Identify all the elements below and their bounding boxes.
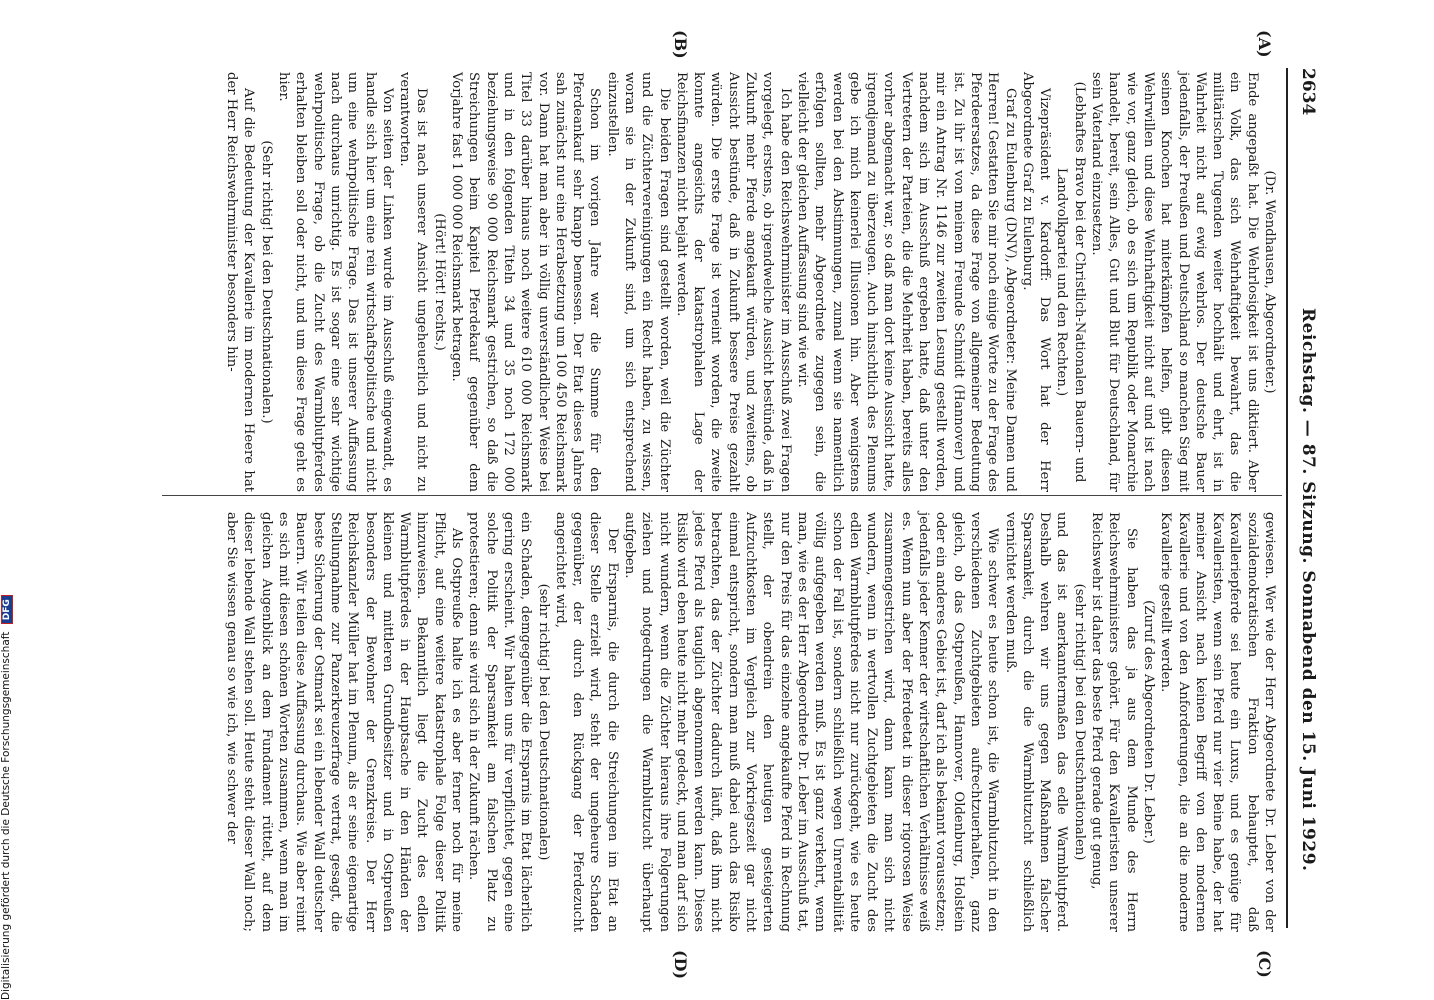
paragraph: Als Ostpreuße halte ich es aber ferner noch für meine Pflicht, auf eine weitere katastrophale Folge dieser Politik hinzuweisen. Bekanntlich liegt die Zucht des edlen Warmblutpferdes in der Hauptsache in den Händen der kleinen und mittleren Grundbesitzer und in Ostpreußen besonders der Bewohner der Grenzkreise. Der Herr Reichskanzler Müller hat im Plenum, als er seine eigenartige Stellungnahme zur Panzerkreuzerfrage vertrat, gesagt, die beste Sicherung der Ostmark sei ein lebender Wall deutscher Bauern. Wir teilen diese Auffassung durchaus. Wie aber reimt es sich mit diesen schönen Worten zusammen, wenn man im gleichen Augenblick an dem Fundament rüttelt, auf dem dieser lebende Wall stehen soll. Heute steht dieser Wall noch; aber Sie wissen genau so wie ich, wie schwer der	[224, 512, 465, 932]
page-header	[1292, 68, 1322, 958]
margin-mark-a: (A)	[1255, 30, 1274, 58]
interjection: (Hört! Hört! rechts.)	[431, 213, 447, 351]
left-column	[223, 72, 1278, 492]
paragraph: Sie haben das ja aus dem Munde des Herrn Reichswehrministers gehört. Für den Kavalleristen unserer Reichswehr ist daher das beste Pferd gerade gut genug,	[1089, 512, 1139, 932]
paragraph: Auf die Bedeutung der Kavallerie im modernen Heere hat der Herr Reichswehrminister besonders hin-	[224, 72, 257, 492]
speaker-note: (Dr. Wendhausen, Abgeordneter.)	[1262, 170, 1277, 394]
margin-mark-d: (D)	[671, 950, 690, 980]
paragraph: und das ist anerkanntermaßen das edle Warmblutpferd. Deshalb wehren wir uns gegen Maßnahmen falscher Sparsamkeit, durch die die Warmblutzucht schließlich vernichtet werden muß.	[1002, 512, 1070, 932]
dfg-logo: DFG	[1, 595, 13, 624]
column-divider	[162, 495, 1282, 496]
margin-mark-c: (C)	[1255, 950, 1274, 978]
paragraph: ein Schaden, demgegenüber die Ersparnis im Etat lächerlich gering erscheint. Wir halten uns für verpflichtet, gegen eine solche Politik der Sparsamkeit am falschen Platz zu protestieren; denn sie wird sich in der Zukunft rächen.	[466, 512, 534, 932]
paragraph: Wie schwer es heute schon ist, die Warmblutzucht in den verschiedenen Zuchtgebieten aufrechtzuerhalten, ganz gleich, ob das Ostpreußen, Hannover, Oldenburg, Holstein oder ein anderes Gebiet ist, darf ich als bekannt voraussetzen; jedenfalls jeder Kenner der wirtschaftlichen Verhältnisse weiß es. Wenn nun aber der Pferdeetat in dieser rigorosen Weise zusammengestrichen wird, dann kann man sich nicht wundern, wenn in wertvollen Zuchtgebieten die Zucht des edlen Warmblutpferdes nicht nur zurückgeht, wie es heute schon der Fall ist, sondern schließlich wegen Unrentabilität völlig aufgegeben werden muß. Es ist ganz verkehrt, wenn man, wie es der Herr Abgeordnete Dr. Leber im Ausschuß tat, nur den Preis für das einzelne angekaufte Pferd in Rechnung stellt, der obendrein den heutigen gesteigerten Aufzuchtkosten im Vergleich zur Vorkriegszeit gar nicht einmal entspricht, sondern man muß dabei auch das Risiko betrachten, das der Züchter dadurch läuft, daß ihm nicht jedes Pferd als tauglich abgenommen werden kann. Dieses Risiko wird eben heute nicht mehr gedeckt, und man darf sich nicht wundern, wenn die Züchter hieraus ihre Folgerungen ziehen und notgedrungen die Warmblutzucht überhaupt aufgeben.	[622, 512, 1001, 932]
page-title: Reichstag. — 87. Sitzung. Sonnabend den 15. Juni 1929.	[1298, 308, 1318, 872]
speech-opening: Graf zu Eulenburg (DNV), Abgeordneter: Meine Damen und Herren! Gestatten Sie mir noch einige Worte zu der Frage des Pferdeersatzes, da diese Frage von allgemeiner Bedeutung ist. Zu ihr ist von meinem Freunde Schmidt (Hannover) und mir ein Antrag Nr. 1146 zur zweiten Lesung gestellt worden, nachdem sich im Ausschuß ergeben hatte, daß unter den Vertretern der Parteien, die die Mehrheit haben, bereits alles vorher abgemacht war, so daß man dort keine Aussicht hatte, irgendjemand zu überzeugen. Auch hinsichtlich des Plenums gebe ich mich keinerlei Illusionen hin. Aber wenigstens werden bei den Abstimmungen, zumal wenn sie namentlich erfolgen sollten, mehr Abgeordnete zugegen sein, die vielleicht der gleichen Auffassung sind wie wir.	[794, 72, 1018, 492]
margin-mark-b: (B)	[671, 30, 690, 59]
interjection: (sehr richtig! bei den Deutschnationalen)	[535, 583, 551, 861]
interjection: (Zuruf des Abgeordneten Dr. Leber.)	[1140, 600, 1156, 844]
page-number: 2634	[1298, 68, 1318, 116]
interjection: (Sehr richtig! bei den Deutschnationalen.)	[258, 140, 274, 424]
credit-text: Digitalisierung gefördert durch die Deutsche Forschungsgemeinschaft	[0, 631, 12, 1000]
paragraph: Schon im vorigen Jahre war die Summe für den Pferdeankauf sehr knapp bemessen. Der Etat dieses Jahres sah zunächst nur eine Herabsetzung um 100 450 Reichsmark vor. Dann hat man aber in völlig unverständlicher Weise bei Titel 33 darüber hinaus noch weitere 610 000 Reichsmark und in den folgenden Titeln 34 und 35 noch 172 000 beziehungsweise 90 000 Reichsmark gestrichen, so daß die Streichungen beim Kapitel Pferdekauf gegenüber dem Vorjahre fast 1 000 000 Reichsmark betragen.	[449, 72, 603, 492]
paragraph: Ende angepaßt hat. Die Wehrlosigkeit ist uns diktiert. Aber ein Volk, das sich Wehrhaftigkeit bewahrt, das die militärischen Tugenden weiter hochhält und ehrt, ist in Wahrheit nicht auf ewig wehrlos. Der deutsche Bauer jedenfalls, der Preußen und Deutschland so manchen Sieg mit seinen Knochen hat miterkämpfen helfen, gibt diesen Wehrwillen und diese Wehrhaftigkeit nicht auf und ist nach wie vor, ganz gleich, ob es sich um Republik oder Monarchie handelt, bereit, sein Alles, Gut und Blut für Deutschland, für sein Vaterland einzusetzen.	[1089, 72, 1260, 492]
paragraph: Der Ersparnis, die durch die Streichungen im Etat an dieser Stelle erzielt wird, steht der ungeheure Schaden gegenüber, der durch den Rückgang der Pferdezucht angerichtet wird,	[552, 512, 620, 932]
interjection: (Lebhaftes Bravo bei der Christlich-Nationalen Bauern- und Landvolkpartei und den Rechten.)	[1054, 81, 1087, 483]
vice-president-remark: Vizepräsident v. Kardorff: Das Wort hat der Herr Abgeordnete Graf zu Eulenburg.	[1019, 72, 1053, 492]
scanned-page	[100, 0, 1340, 1000]
digitization-credit	[0, 0, 14, 1000]
paragraph: Von seiten der Linken wurde im Ausschuß eingewandt, es handle sich hier um eine rein wirtschaftspolitische und nicht um eine wehrpolitische Frage. Das ist unserer Auffassung nach durchaus unrichtig. Es ist sogar eine sehr wichtige wehrpolitische Frage, ob die Zucht des Warmblutpferdes erhalten bleiben soll oder nicht, und um diese Frage geht es hier.	[276, 72, 395, 492]
header-rule	[1286, 68, 1288, 928]
interjection: (sehr richtig! bei den Deutschnationalen)	[1071, 583, 1087, 861]
paragraph: Das ist nach unserer Ansicht ungeheuerlich und nicht zu verantworten.	[397, 72, 430, 492]
paragraph: Die beiden Fragen sind gestellt worden, weil die Züchter und die Züchtervereinigungen ein Recht haben, zu wissen, woran sie in der Zukunft sind, um sich entsprechend einzustellen.	[604, 72, 672, 492]
right-column	[223, 512, 1278, 932]
paragraph: Ich habe den Reichswehrminister im Ausschuß zwei Fragen vorgelegt, erstens, ob irgendwelche Aussicht bestünde, daß in Zukunft mehr Pferde angekauft würden, und zweitens, ob Aussicht bestünde, daß in Zukunft bessere Preise gezahlt würden. Die erste Frage ist verneint worden, die zweite konnte angesichts der katastrophalen Lage der Reichsfinanzen nicht bejaht werden.	[673, 72, 793, 492]
paragraph: gewiesen. Wer wie der Herr Abgeordnete Dr. Leber von der sozialdemokratischen Fraktion behauptet, daß Kavalleriepferde sei heute ein Luxus, und es genüge für Kavalleristen, wenn sein Pferd nur vier Beine habe, der hat meiner Ansicht nach keinen Begriff von den modernen Kavallerie und von den Anforderungen, die an die moderne Kavallerie gestellt werden.	[1158, 512, 1277, 932]
